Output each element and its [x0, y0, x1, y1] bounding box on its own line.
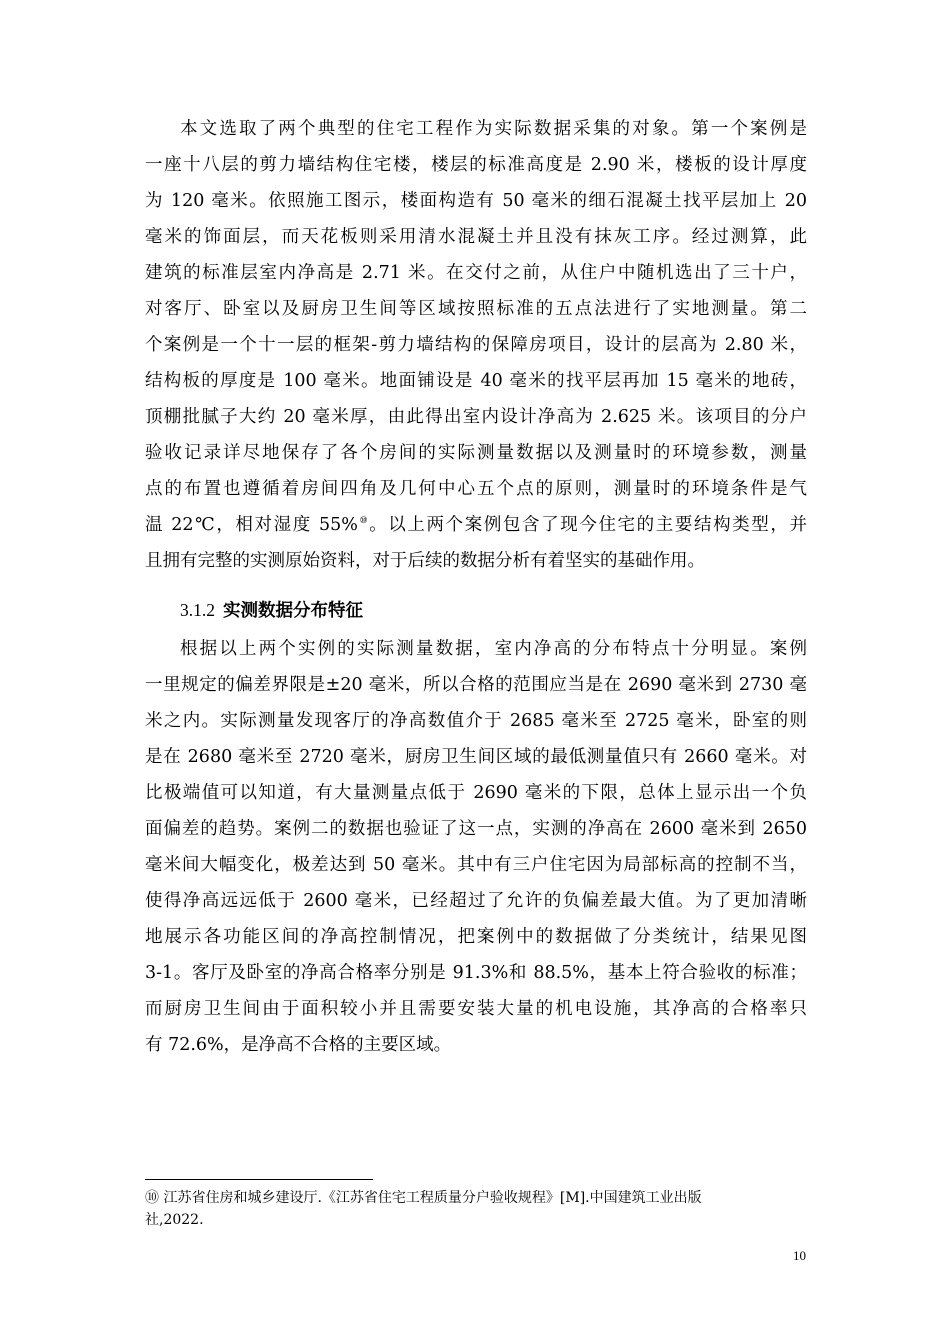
paragraph-line: 个案例是一个十一层的框架-剪力墙结构的保障房项目，设计的层高为 2.80 米， — [145, 335, 807, 355]
paragraph-line: 顶棚批腻子大约 20 毫米厚，由此得出室内设计净高为 2.625 米。该项目的分户 — [145, 407, 807, 427]
paragraph-line: 本文选取了两个典型的住宅工程作为实际数据采集的对象。第一个案例是 — [180, 119, 807, 139]
section-heading — [180, 598, 363, 623]
paragraph-line: 且拥有完整的实测原始资料，对于后续的数据分析有着坚实的基础作用。 — [145, 551, 705, 571]
paragraph-line: 对客厅、卧室以及厨房卫生间等区域按照标准的五点法进行了实地测量。第二 — [145, 299, 807, 319]
footnote-text: ⑩ 江苏省住房和城乡建设厅.《江苏省住宅工程质量分户验收规程》[M].中国建筑工业出版 — [145, 1190, 702, 1206]
footnote-reference[interactable]: ⑩ — [357, 516, 370, 527]
paragraph-line: 验收记录详尽地保存了各个房间的实际测量数据以及测量时的环境参数，测量 — [145, 443, 807, 463]
paragraph-line: 毫米间大幅变化，极差达到 50 毫米。其中有三户住宅因为局部标高的控制不当， — [145, 855, 807, 875]
paragraph-line: 有 72.6%，是净高不合格的主要区域。 — [145, 1035, 452, 1055]
section-number: 3.1.2 — [180, 600, 215, 620]
page-number: 10 — [793, 1248, 806, 1263]
paragraph-text: 温 22℃，相对湿度 55% — [145, 515, 358, 535]
paragraph-line: 毫米的饰面层，而天花板则采用清水混凝土并且没有抹灰工序。经过测算，此 — [145, 227, 807, 247]
paragraph-line: 而厨房卫生间由于面积较小并且需要安装大量的机电设施，其净高的合格率只 — [145, 999, 807, 1019]
paragraph-line: 使得净高远远低于 2600 毫米，已经超过了允许的负偏差最大值。为了更加清晰 — [145, 891, 807, 911]
paragraph-line: 一里规定的偏差界限是±20 毫米，所以合格的范围应当是在 2690 毫米到 2730 毫 — [145, 675, 807, 695]
paragraph-line: 一座十八层的剪力墙结构住宅楼，楼层的标准高度是 2.90 米，楼板的设计厚度 — [145, 155, 807, 175]
paragraph-line: 比极端值可以知道，有大量测量点低于 2690 毫米的下限，总体上显示出一个负 — [145, 783, 807, 803]
paragraph-text: 。以上两个案例包含了现今住宅的主要结构类型，并 — [369, 515, 807, 535]
paragraph-line: 为 120 毫米。依照施工图示，楼面构造有 50 毫米的细石混凝土找平层加上 20 — [145, 191, 807, 211]
footnote-text: 社,2022. — [145, 1212, 204, 1228]
paragraph-line — [145, 513, 807, 537]
paragraph-line: 地展示各功能区间的净高控制情况，把案例中的数据做了分类统计，结果见图 — [145, 927, 807, 947]
section-title: 实测数据分布特征 — [223, 601, 363, 621]
footnote-separator — [145, 1179, 373, 1180]
paragraph-line: 3-1。客厅及卧室的净高合格率分别是 91.3%和 88.5%，基本上符合验收的标准； — [145, 963, 807, 983]
paragraph-line: 米之内。实际测量发现客厅的净高数值介于 2685 毫米至 2725 毫米，卧室的则 — [145, 711, 807, 731]
paragraph-line: 点的布置也遵循着房间四角及几何中心五个点的原则，测量时的环境条件是气 — [145, 479, 807, 499]
paragraph-line: 结构板的厚度是 100 毫米。地面铺设是 40 毫米的找平层再加 15 毫米的地砖， — [145, 371, 807, 391]
paragraph-line: 根据以上两个实例的实际测量数据，室内净高的分布特点十分明显。案例 — [180, 639, 807, 659]
paragraph-line: 面偏差的趋势。案例二的数据也验证了这一点，实测的净高在 2600 毫米到 2650 — [145, 819, 807, 839]
paragraph-line: 建筑的标准层室内净高是 2.71 米。在交付之前，从住户中随机选出了三十户， — [145, 263, 807, 283]
paragraph-line: 是在 2680 毫米至 2720 毫米，厨房卫生间区域的最低测量值只有 2660 毫米。对 — [145, 747, 807, 767]
